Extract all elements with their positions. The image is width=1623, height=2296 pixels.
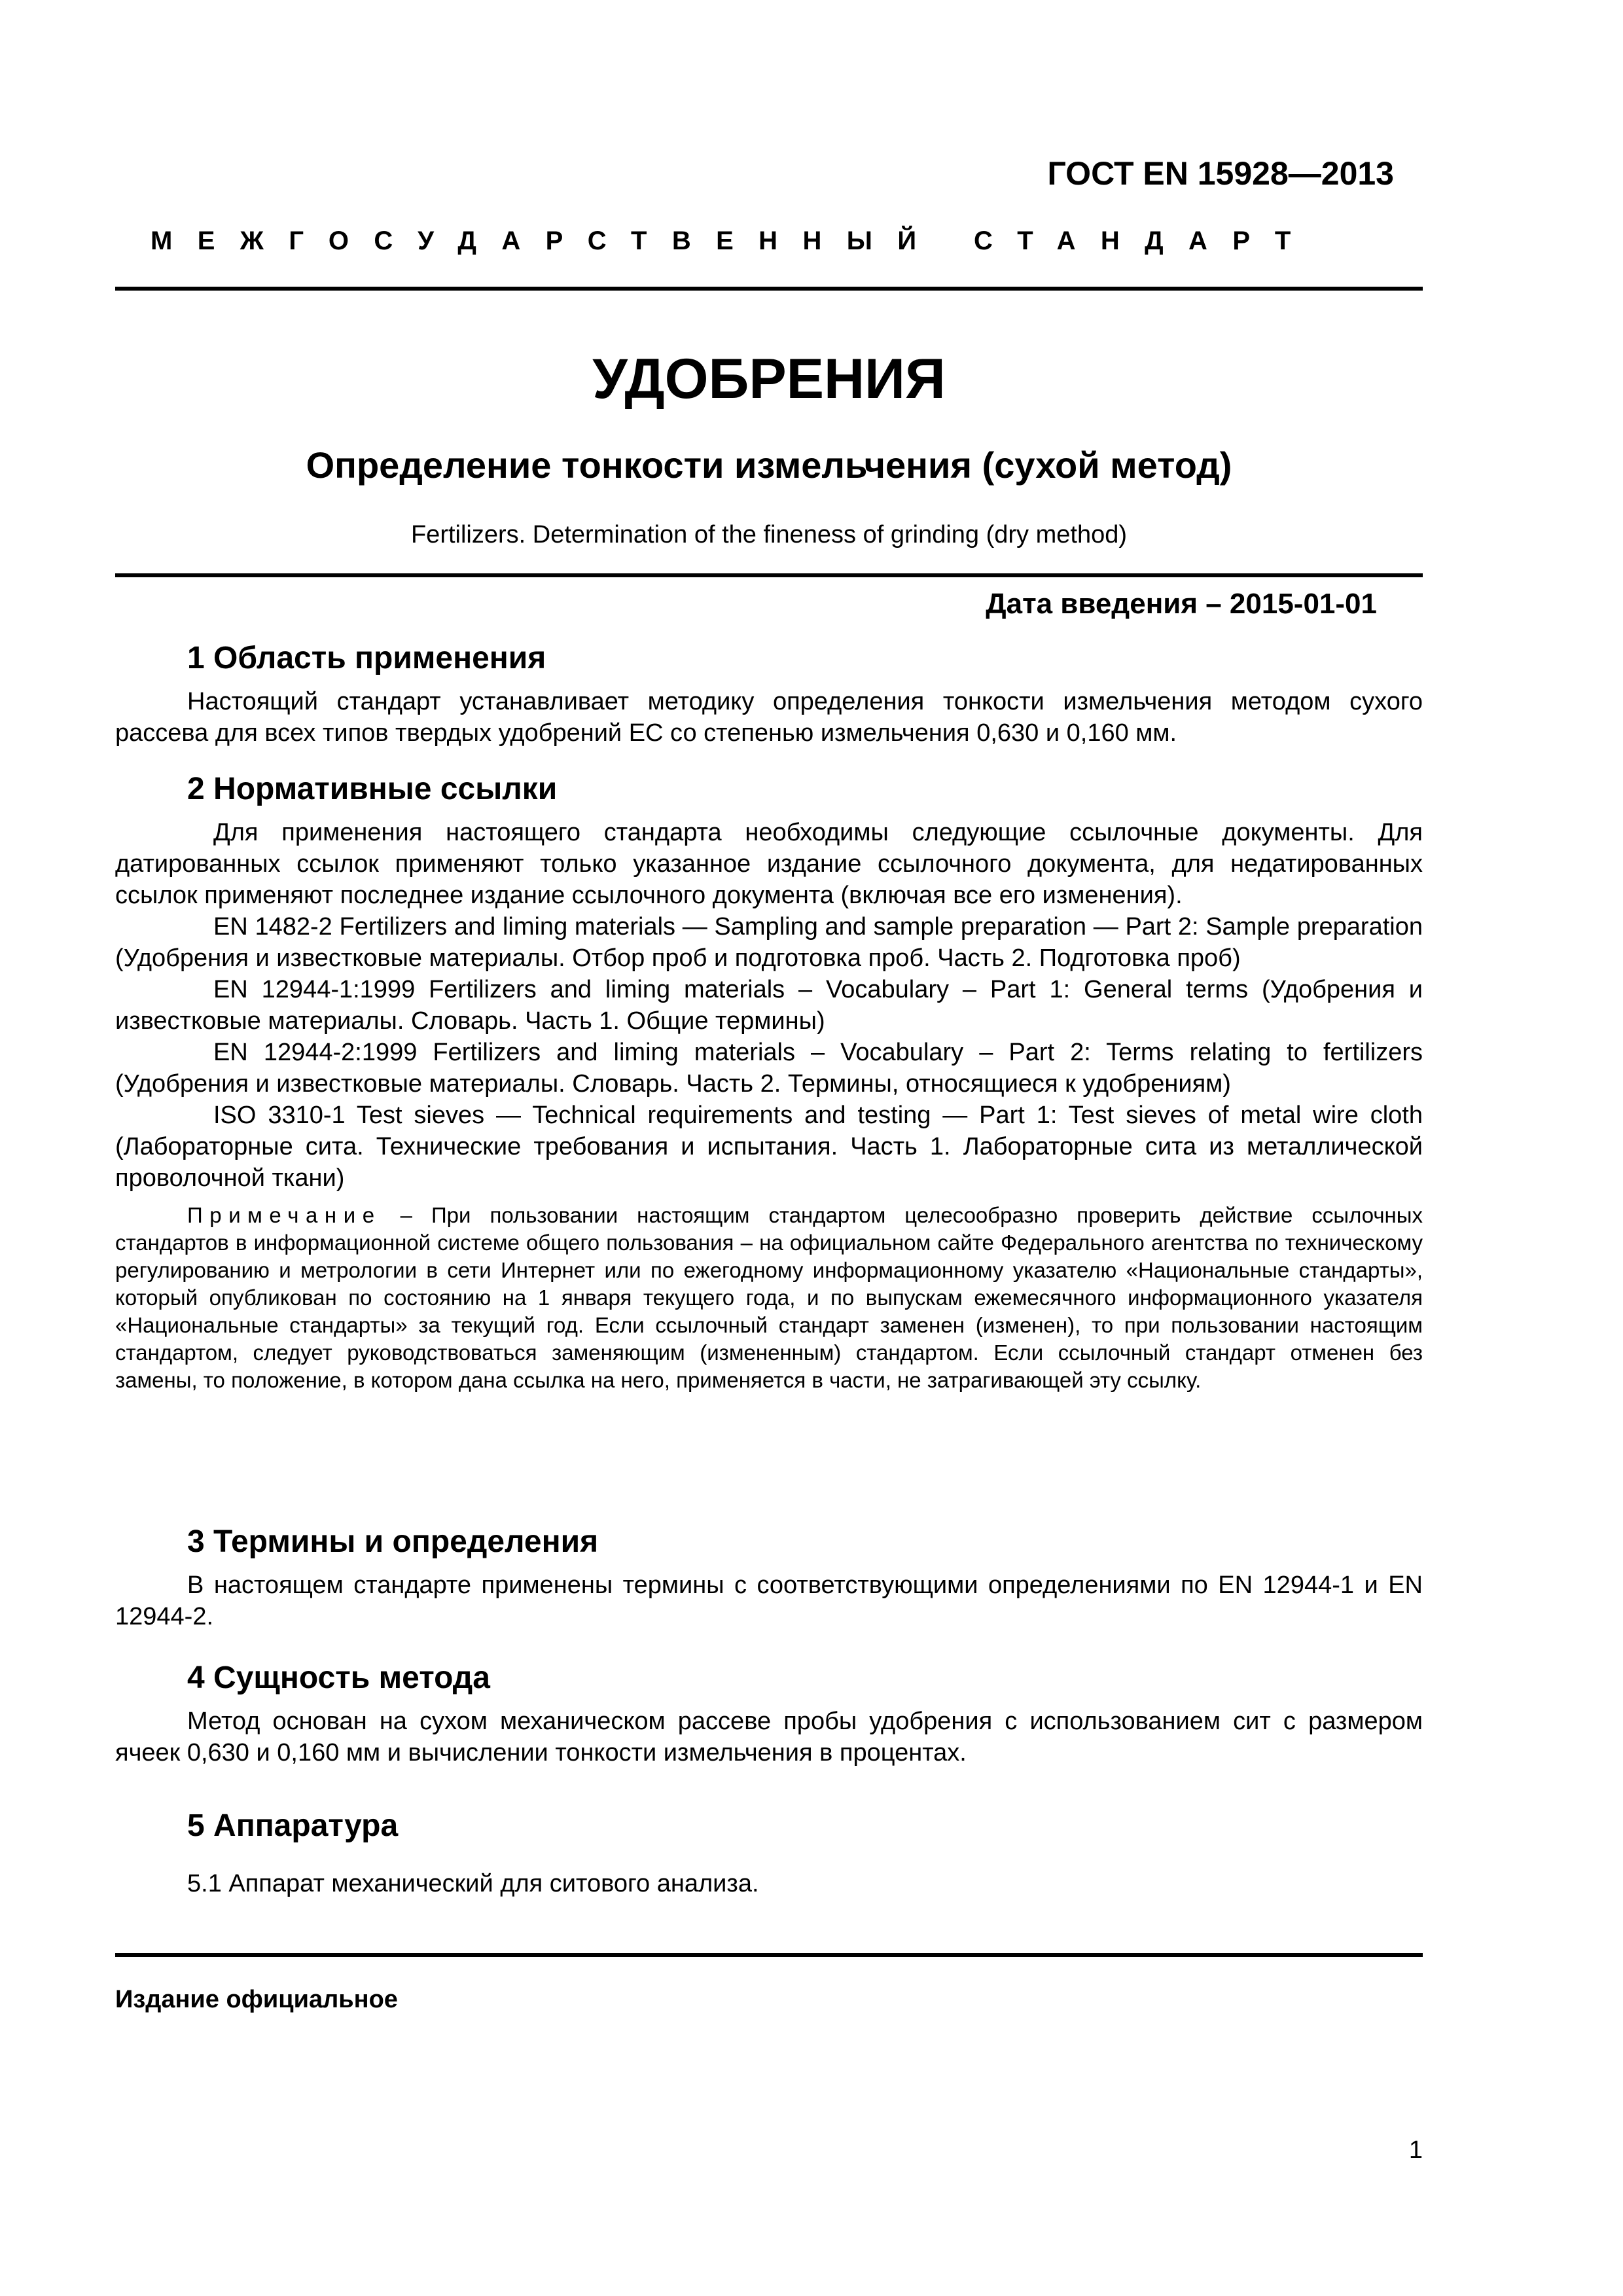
reference-item: EN 12944-1:1999 Fertilizers and liming materials – Vocabulary – Part 1: General terms (Удобрения и известковые материалы. Словарь. Часть 1. Общие термины): [115, 976, 1423, 1035]
section-heading: 4 Сущность метода: [187, 1660, 490, 1695]
section-text: Настоящий стандарт устанавливает методику определения тонкости измельчения методом сухого рассева для всех типов твердых удобрений ЕС со степенью измельчения 0,630 и 0,160 мм.: [115, 688, 1423, 747]
section-text: Метод основан на сухом механическом рассеве пробы удобрения с использованием сит с размером ячеек 0,630 и 0,160 мм и вычислении тонкости измельчения в процентах.: [115, 1708, 1423, 1767]
interstate-standard-label: МЕЖГОСУДАРСТВЕННЫЙ СТАНДАРТ: [151, 226, 1316, 255]
section-heading: 3 Термины и определения: [187, 1524, 599, 1559]
document-subtitle: Определение тонкости измельчения (сухой метод): [306, 444, 1232, 486]
section-heading: 2 Нормативные ссылки: [187, 772, 558, 806]
note-text: – При пользовании настоящим стандартом целесообразно проверить действие ссылочных стандартов в информационной системе общего пользования – на официальном сайте Федерального агентства по техническому регулированию и метрологии в сети Интернет или по ежегодному информационному указателю «Национальные стандарты», который опубликован по состоянию на 1 января текущего года, и по выпускам ежемесячного информационного указателя «Национальные стандарты» за текущий год. Если ссылочный стандарт заменен (изменен), то при пользовании настоящим стандартом, следует руководствоваться заменяющим (измененным) стандартом. Если ссылочный стандарт отменен без замены, то положение, в котором дана ссылка на него, применяется в части, не затрагивающей эту ссылку.: [115, 1203, 1423, 1392]
reference-item: EN 12944-2:1999 Fertilizers and liming materials – Vocabulary – Part 2: Terms relating to fertilizers (Удобрения и известковые материалы. Словарь. Часть 2. Термины, относящиеся к удобрениям): [115, 1039, 1423, 1098]
introduction-date: Дата введения – 2015-01-01: [986, 588, 1377, 620]
section-apparatus: [115, 1806, 1423, 1899]
english-title: Fertilizers. Determination of the fineness of grinding (dry method): [410, 521, 1128, 548]
section-text: 5.1 Аппарат механический для ситового анализа.: [187, 1870, 759, 1897]
section-method-essence: [115, 1659, 1423, 1768]
reference-item: ISO 3310-1 Test sieves — Technical requirements and testing — Part 1: Test sieves of metal wire cloth (Лабораторные сита. Технические требования и испытания. Часть 1. Лабораторные сита из металлической проволочной ткани): [115, 1102, 1423, 1192]
section-heading: 5 Аппаратура: [187, 1808, 399, 1843]
section-terms: [115, 1522, 1423, 1632]
section-scope: [115, 639, 1423, 749]
header-rule: [115, 287, 1423, 291]
footer-rule: [115, 1953, 1423, 1957]
note-label: Примечание: [187, 1203, 382, 1227]
page-number: 1: [1408, 2136, 1423, 2164]
document-title: УДОБРЕНИЯ: [592, 348, 946, 410]
section-normative-references: [115, 770, 1423, 1394]
section-text: В настоящем стандарте применены термины с соответствующими определениями по EN 12944-1 и EN 12944-2.: [115, 1571, 1423, 1630]
edition-label: Издание официальное: [115, 1986, 398, 2013]
document-number: ГОСТ EN 15928—2013: [1047, 155, 1394, 192]
note: [115, 1202, 1423, 1394]
reference-item: EN 1482-2 Fertilizers and liming materials — Sampling and sample preparation — Part 2: Sample preparation (Удобрения и известковые материалы. Отбор проб и подготовка проб. Часть 2. Подготовка проб): [115, 913, 1423, 972]
section-heading: 1 Область применения: [187, 641, 546, 675]
title-rule: [115, 573, 1423, 577]
section-text: Для применения настоящего стандарта необходимы следующие ссылочные документы. Для датированных ссылок применяют только указанное издание ссылочного документа, для недатированных ссылок применяют последнее издание ссылочного документа (включая все его изменения).: [115, 819, 1423, 909]
